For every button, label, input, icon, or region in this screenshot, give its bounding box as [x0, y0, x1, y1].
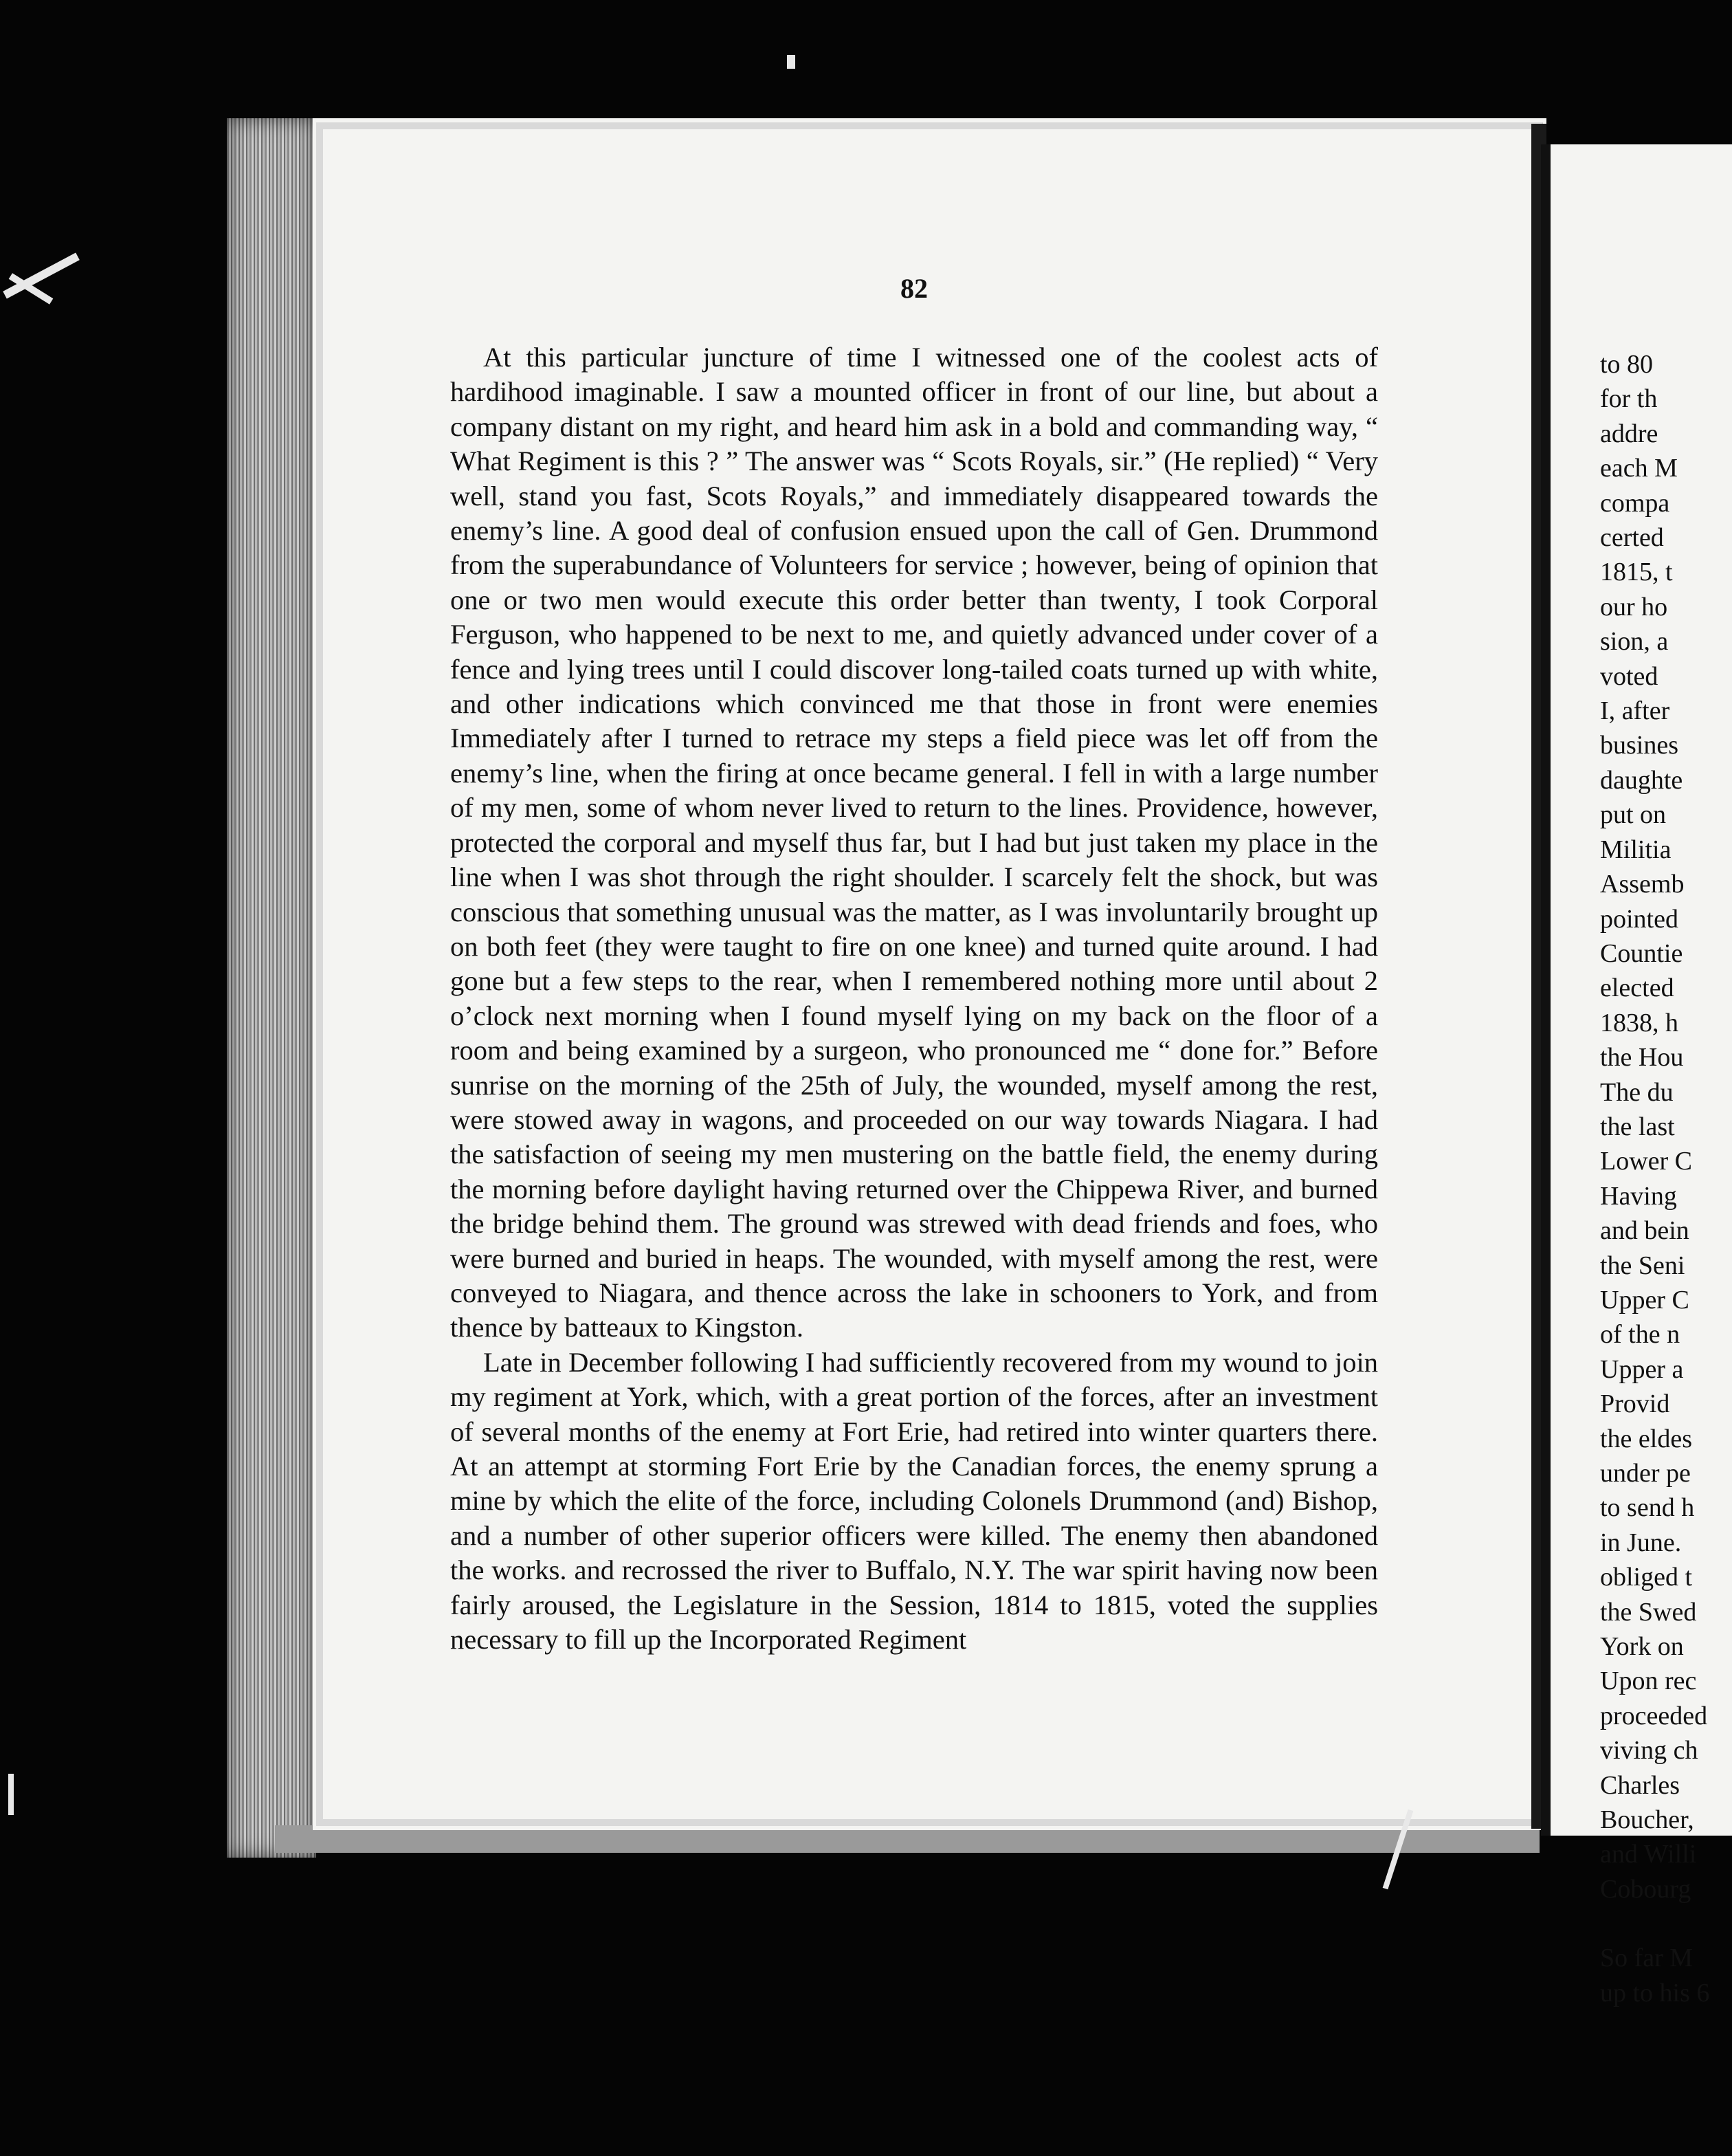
scan-artifact — [8, 1774, 14, 1815]
text-line: 1838, h — [1600, 1008, 1678, 1037]
text-line: pointed — [1600, 904, 1678, 934]
page-number: 82 — [900, 273, 928, 304]
paragraph: Late in December following I had sufficiently recovered from my wound to join my regiment at York, which, with a great portion of the forces, after an investment of several months of the enemy at Fort Erie, had retired into winter quarters there. At an attempt at storming Fort Erie by the Canadian forces, the enemy sprung a mine by which the elite of the force, including Colonels Drummond (and) Bishop, and a number of other superior officers were killed. The enemy then abandoned the works. and recrossed the river to Buffalo, N.Y. The war spirit having now been fairly aroused, the Legislature in the Session, 1814 to 1815, voted the supplies necessary to fill up the Incorporated Regiment — [450, 1346, 1378, 1656]
text-line: Countie — [1600, 938, 1683, 968]
text-line: and bein — [1600, 1216, 1689, 1246]
text-line: the Hou — [1600, 1043, 1684, 1072]
text-line: in June. — [1600, 1528, 1682, 1557]
text-line: Boucher, — [1600, 1805, 1694, 1835]
text-line: 1815, t — [1600, 558, 1673, 587]
text-line: of the n — [1600, 1320, 1680, 1350]
text-line: Charles — [1600, 1770, 1680, 1800]
text-line: compa — [1600, 488, 1670, 518]
text-line: Upper C — [1600, 1285, 1689, 1314]
paragraph: At this particular juncture of time I witnessed one of the coolest acts of hardihood imaginable. I saw a mounted officer in front of our line, but about a company distant on my right, and heard him ask in a bold and commanding way, “ What Regiment is this ? ” The answer was “ Scots Royals, sir.” (He replied) “ Very well, stand you fast, Scots Royals,” and immediately disappeared towards the enemy’s line. A good deal of confusion ensued upon the call of Gen. Drummond from the superabundance of Volunteers for service ; however, being of opinion that one or two men would execute this order better than twenty, I took Corporal Ferguson, who happened to be next to me, and quietly advanced under cover of a fence and lying trees until I could discover long-tailed coats turned up with white, and other indications which convinced me that those in front were enemies Immediately after I turned to retrace my steps a field piece was let off from the enemy’s line, when the firing at once became general. I fell in with a large number of my men, some of whom never lived to return to the lines. Providence, however, protected the corporal and myself thus far, but I had but just taken my place in the line when I was shot through the right shoulder. I scarcely felt the shock, but was conscious that something unusual was the matter, as I was involuntarily brought up on both feet (they were taught to fire on one knee) and turned quite around. I had gone but a few steps to the rear, when I remembered nothing more until about 2 o’clock next morning when I found myself lying on my back on the floor of a room and being examined by a surgeon, who pronounced me “ done for.” Before sunrise on the morning of the 25th of July, the wounded, myself among the rest, were stowed away in wagons, and proceeded on our way towards Niagara. I had the satisfaction of seeing my men mustering on the battle field, the enemy during the morning before daylight having returned over the Chippewa River, and burned the bridge behind them. The ground was strewed with dead friends and foes, who were burned and buried in heaps. The wounded, with myself among the rest, were conveyed to Niagara, and thence across the lake in schooners to York, and from thence by batteaux to Kingston. — [450, 342, 1378, 1343]
text-line: to send h — [1600, 1493, 1695, 1523]
text-line: put on — [1600, 800, 1667, 830]
text-line: viving ch — [1600, 1736, 1698, 1766]
spacer — [1600, 1906, 1732, 1941]
text-line: each M — [1600, 454, 1678, 483]
text-line: voted — [1600, 661, 1658, 691]
text-line: York on — [1600, 1632, 1684, 1662]
right-page-text — [1600, 347, 1732, 2010]
text-line: So far M — [1600, 1944, 1694, 1973]
text-line: The du — [1600, 1077, 1674, 1107]
text-line: the last — [1600, 1112, 1675, 1141]
text-line: for th — [1600, 384, 1658, 414]
left-page-text — [450, 340, 1378, 1801]
text-line: Assemb — [1600, 870, 1685, 899]
right-page-closing-lines — [1600, 1941, 1732, 2010]
text-line: up to his 6 — [1600, 1978, 1710, 2008]
text-line: Having — [1600, 1181, 1677, 1211]
text-line: Cobourg — [1600, 1874, 1691, 1904]
text-line: daughte — [1600, 765, 1683, 795]
text-line: proceeded — [1600, 1701, 1708, 1730]
text-line: elected — [1600, 974, 1674, 1003]
text-line: the eldes — [1600, 1424, 1693, 1453]
text-line: and Willi — [1600, 1840, 1697, 1869]
text-line: the Seni — [1600, 1251, 1685, 1280]
right-page-lines — [1600, 347, 1732, 1906]
text-line: under pe — [1600, 1459, 1691, 1488]
text-line: Lower C — [1600, 1147, 1693, 1176]
text-line: certed — [1600, 523, 1664, 553]
text-line: sion, a — [1600, 627, 1669, 657]
text-line: our ho — [1600, 592, 1668, 622]
book-page-edges — [227, 118, 316, 1858]
text-line: addre — [1600, 419, 1658, 448]
text-line: Provid — [1600, 1389, 1670, 1419]
text-line: I, after — [1600, 696, 1670, 726]
text-line: Upon rec — [1600, 1666, 1697, 1696]
text-line: to 80 — [1600, 350, 1654, 379]
text-line: busines — [1600, 731, 1678, 760]
scan-artifact — [787, 55, 795, 69]
text-line: the Swed — [1600, 1597, 1697, 1627]
text-line: Militia — [1600, 835, 1672, 864]
text-line: obliged t — [1600, 1563, 1693, 1592]
text-line: Upper a — [1600, 1354, 1684, 1384]
